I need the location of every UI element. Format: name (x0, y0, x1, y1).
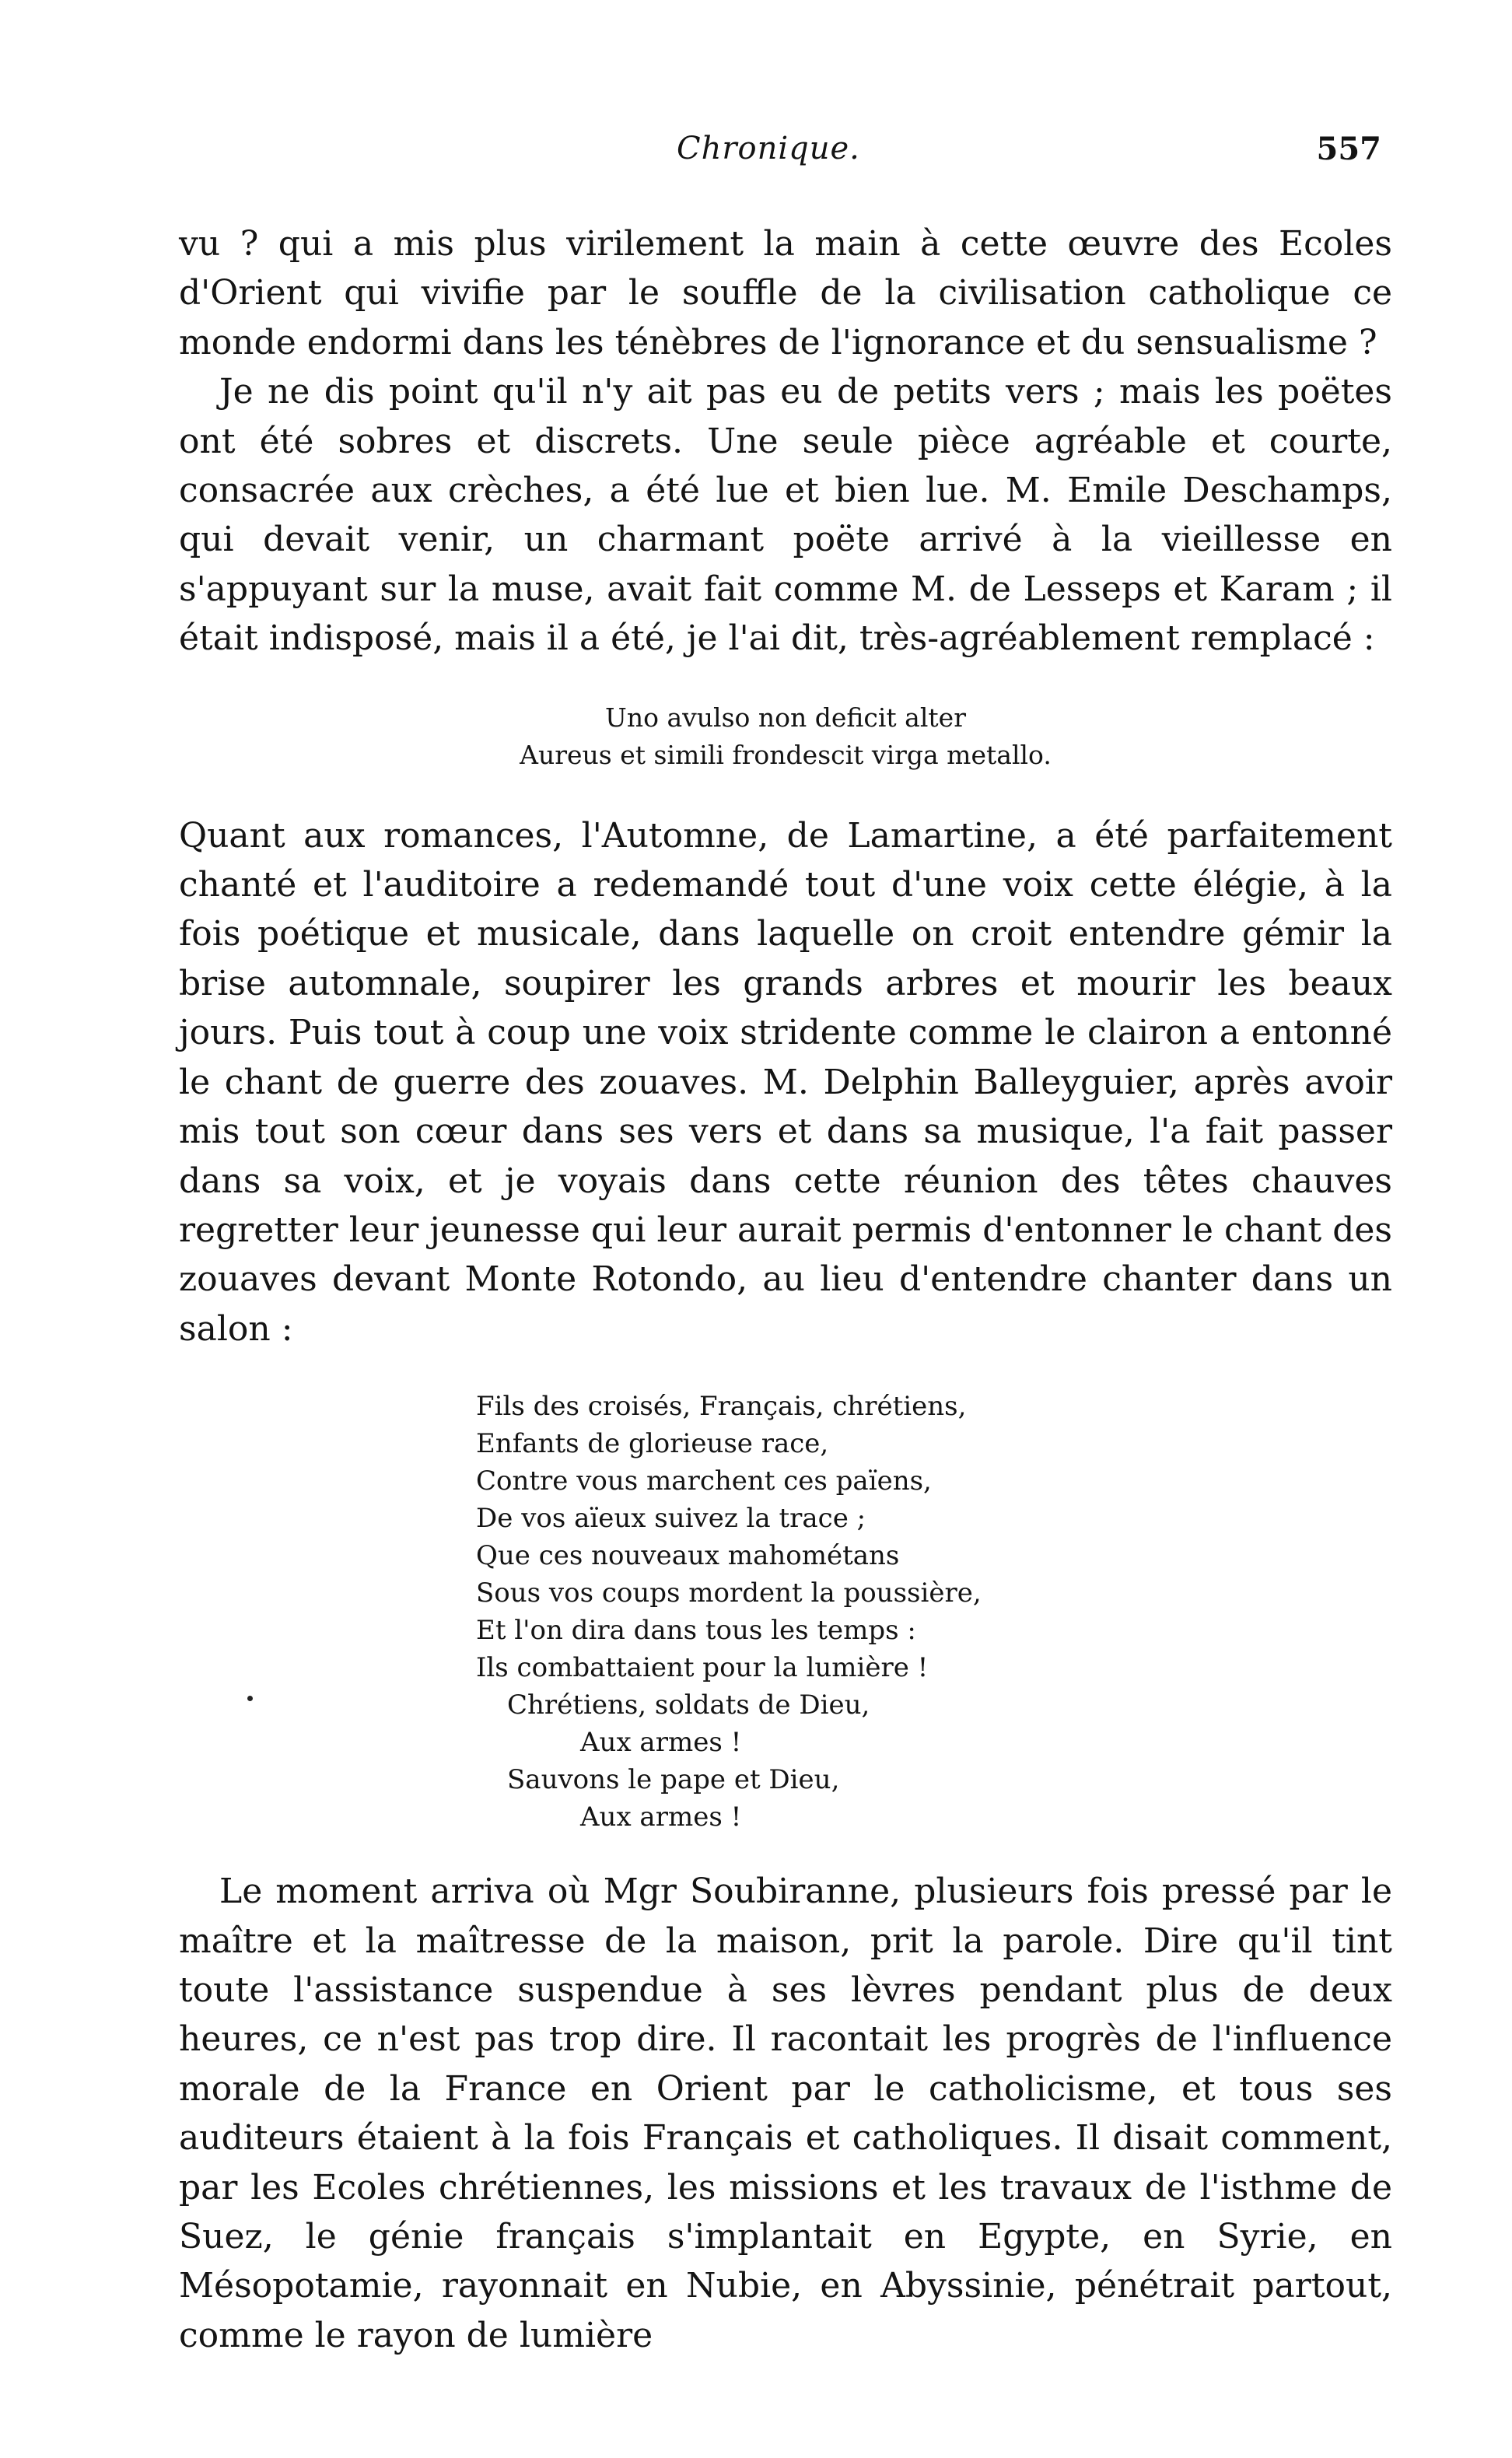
page-body (179, 219, 1392, 2360)
refrain-line: Aux armes ! (580, 1801, 742, 1833)
verse-line: Fils des croisés, Français, chrétiens, (476, 1391, 967, 1423)
running-title: Chronique. (677, 131, 860, 166)
verse-line: Et l'on dira dans tous les temps : (476, 1615, 916, 1647)
paragraph-2: Je ne dis point qu'il n'y ait pas eu de petits vers ; mais les poëtes ont été sobres et discrets. Une seule pièce agréable et courte, consacrée aux crèches, a été lue et bien lue. M. Emile Deschamps, qui devait venir, un charmant poëte arrivé à la vieillesse en s'appuyant sur la muse, avait fait comme M. de Lesseps et Karam ; il était indisposé, mais il a été, je l'ai dit, très-agréablement remplacé : (179, 372, 1392, 659)
paragraph-3: Quant aux romances, l'Automne, de Lamartine, a été parfaitement chanté et l'auditoire a redemandé tout d'une voix cette élégie, à la fois poétique et musicale, dans laquelle on croit entendre gémir la brise automnale, soupirer les grands arbres et mourir les beaux jours. Puis tout à coup une voix stridente comme le clairon a entonné le chant de guerre des zouaves. M. Delphin Balleyguier, après avoir mis tout son cœur dans ses vers et dans sa musique, l'a fait passer dans sa voix, et je voyais dans cette réunion des têtes chauves regretter leur jeunesse qui leur aurait permis d'entonner le chant des zouaves devant Monte Rotondo, au lieu d'entendre chanter dans un salon : (179, 815, 1392, 1349)
refrain-line: Chrétiens, soldats de Dieu, (507, 1689, 870, 1721)
paragraph-4: Le moment arriva où Mgr Soubiranne, plusieurs fois pressé par le maître et la maîtresse de la maison, prit la parole. Dire qu'il tint toute l'assistance suspendue à ses lèvres pendant plus de deux heures, ce n'est pas trop dire. Il racontait les progrès de l'influence morale de la France en Orient par le catholicisme, et tous ses auditeurs étaient à la fois Français et catholiques. Il disait comment, par les Ecoles chrétiennes, les missions et les travaux de l'isthme de Suez, le génie français s'implantait en Egypte, en Syrie, en Mésopotamie, rayonnait en Nubie, en Abyssinie, pénétrait partout, comme le rayon de lumière (179, 1872, 1392, 2355)
paragraph-1: vu ? qui a mis plus virilement la main à cette œuvre des Ecoles d'Orient qui vivifie par le souffle de la civilisation catholique ce monde endormi dans les ténèbres de l'ignorance et du sensualisme ? (179, 224, 1392, 362)
verse-line: De vos aïeux suivez la trace ; (476, 1503, 866, 1535)
latin-quotation-line: Aureus et simili frondescit virga metallo. (520, 739, 1052, 770)
verse-line: Contre vous marchent ces païens, (476, 1465, 932, 1497)
refrain-line: Aux armes ! (580, 1727, 742, 1759)
latin-quotation-line: Uno avulso non deficit alter (605, 702, 966, 733)
verse-line: Enfants de glorieuse race, (476, 1428, 829, 1460)
verse-line: Que ces nouveaux mahométans (476, 1540, 900, 1572)
verse-line: Ils combattaient pour la lumière ! (476, 1652, 929, 1684)
page-header (179, 131, 1392, 177)
verse-line: Sous vos coups mordent la poussière, (476, 1577, 982, 1609)
page-number: 557 (1316, 131, 1381, 167)
refrain-line: Sauvons le pape et Dieu, (507, 1764, 840, 1796)
latin-quotation (179, 699, 1392, 774)
ink-speck (247, 1696, 253, 1701)
song-verse (476, 1388, 1392, 1836)
